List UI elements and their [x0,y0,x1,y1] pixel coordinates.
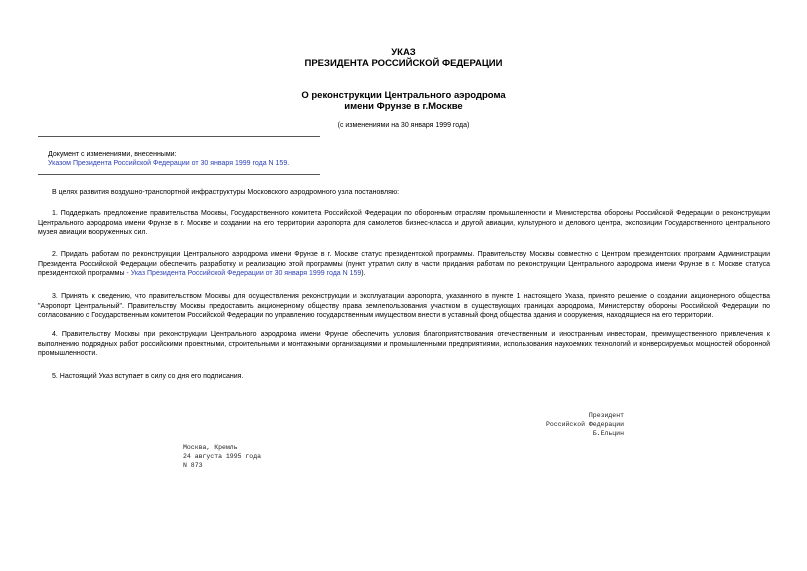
amended-by-label: Документ с изменениями, внесенными: [48,151,177,158]
paragraph-5: 5. Настоящий Указ вступает в силу со дня его подписания. [52,373,244,380]
paragraph-2 [38,250,770,279]
decree-heading: УКАЗ [391,47,416,58]
paragraph-4: 4. Правительству Москвы при реконструкции Центрального аэродрома имени Фрунзе обеспечить условия благоприятствования отечественным и иностранным инвесторам, преимущественного привлечения к выполнению подрядных работ российскими проектными, строительными и монтажными организациями и промышленными предприятиями, использования наукоемких технологий и конверсируемых мощностей оборонной промышленности. [38,331,770,357]
paragraph-3: 3. Принять к сведению, что правительством Москвы для осуществления реконструкции и эксплуатации аэропорта, указанного в пункте 1 настоящего Указа, принято решение о создании акционерного общества "Аэропорт Центральный". Правительству Москвы предоставить акционерному обществу права землепользования участком в существующих границах аэродрома, Министерству обороны Российской Федерации по согласованию с Государственным комитетом Российской Федерации по управлению государственным имуществом внести в уставный фонд общества здания и сооружения, находящиеся на его территории. [38,293,770,319]
paragraph-2-link[interactable]: - Указ Президента Российской Федерации от 30 января 1999 года N 159 [124,270,362,277]
signature-country: Российской Федерации [545,421,624,428]
divider-top [38,136,320,137]
decree-number: N 873 [183,462,203,469]
amended-by-link[interactable]: Указом Президента Российской Федерации от 30 января 1999 года N 159. [48,160,290,167]
decree-issuer: ПРЕЗИДЕНТА РОССИЙСКОЙ ФЕДЕРАЦИИ [304,58,503,69]
divider-bottom [38,174,320,175]
paragraph-2-end: ). [361,270,366,277]
sign-date: 24 августа 1995 года [183,453,262,460]
intro-paragraph: В целях развития воздушно-транспортной инфраструктуры Московского аэродромного узла постановляю: [52,189,400,196]
decree-title-line1: О реконструкции Центрального аэродрома [301,90,506,101]
signature-name: Б.Ельцин [592,430,624,437]
amendment-note: (с изменениями на 30 января 1999 года) [337,122,470,129]
paragraph-2-text: 2. Придать работам по реконструкции Центрального аэродрома имени Фрунзе в г. Москве статус президентской программы. Правительству Москвы совместно с Центром президентских программ Администрации Президента Российской Федерации обеспечить разработку и реализацию этой программы (пункт утратил силу в части придания работам по реконструкции Центрального аэродрома имени Фрунзе в г. Москве статуса президентской программы [38,251,770,277]
sign-place: Москва, Кремль [183,444,238,451]
signature-title: Президент [588,412,624,419]
decree-title-line2: имени Фрунзе в г.Москве [344,101,463,112]
paragraph-1: 1. Поддержать предложение правительства Москвы, Государственного комитета Российской Федерации по оборонным отраслям промышленности и Министерства обороны Российской Федерации о реконструкции Центрального аэродрома имени Фрунзе в г. Москве и создании на его территории аэропорта для самолетов бизнес-класса и другой авиации, культурного и делового центра, экспозиции Государственного центрального музея авиации вооруженных сил. [38,210,770,236]
